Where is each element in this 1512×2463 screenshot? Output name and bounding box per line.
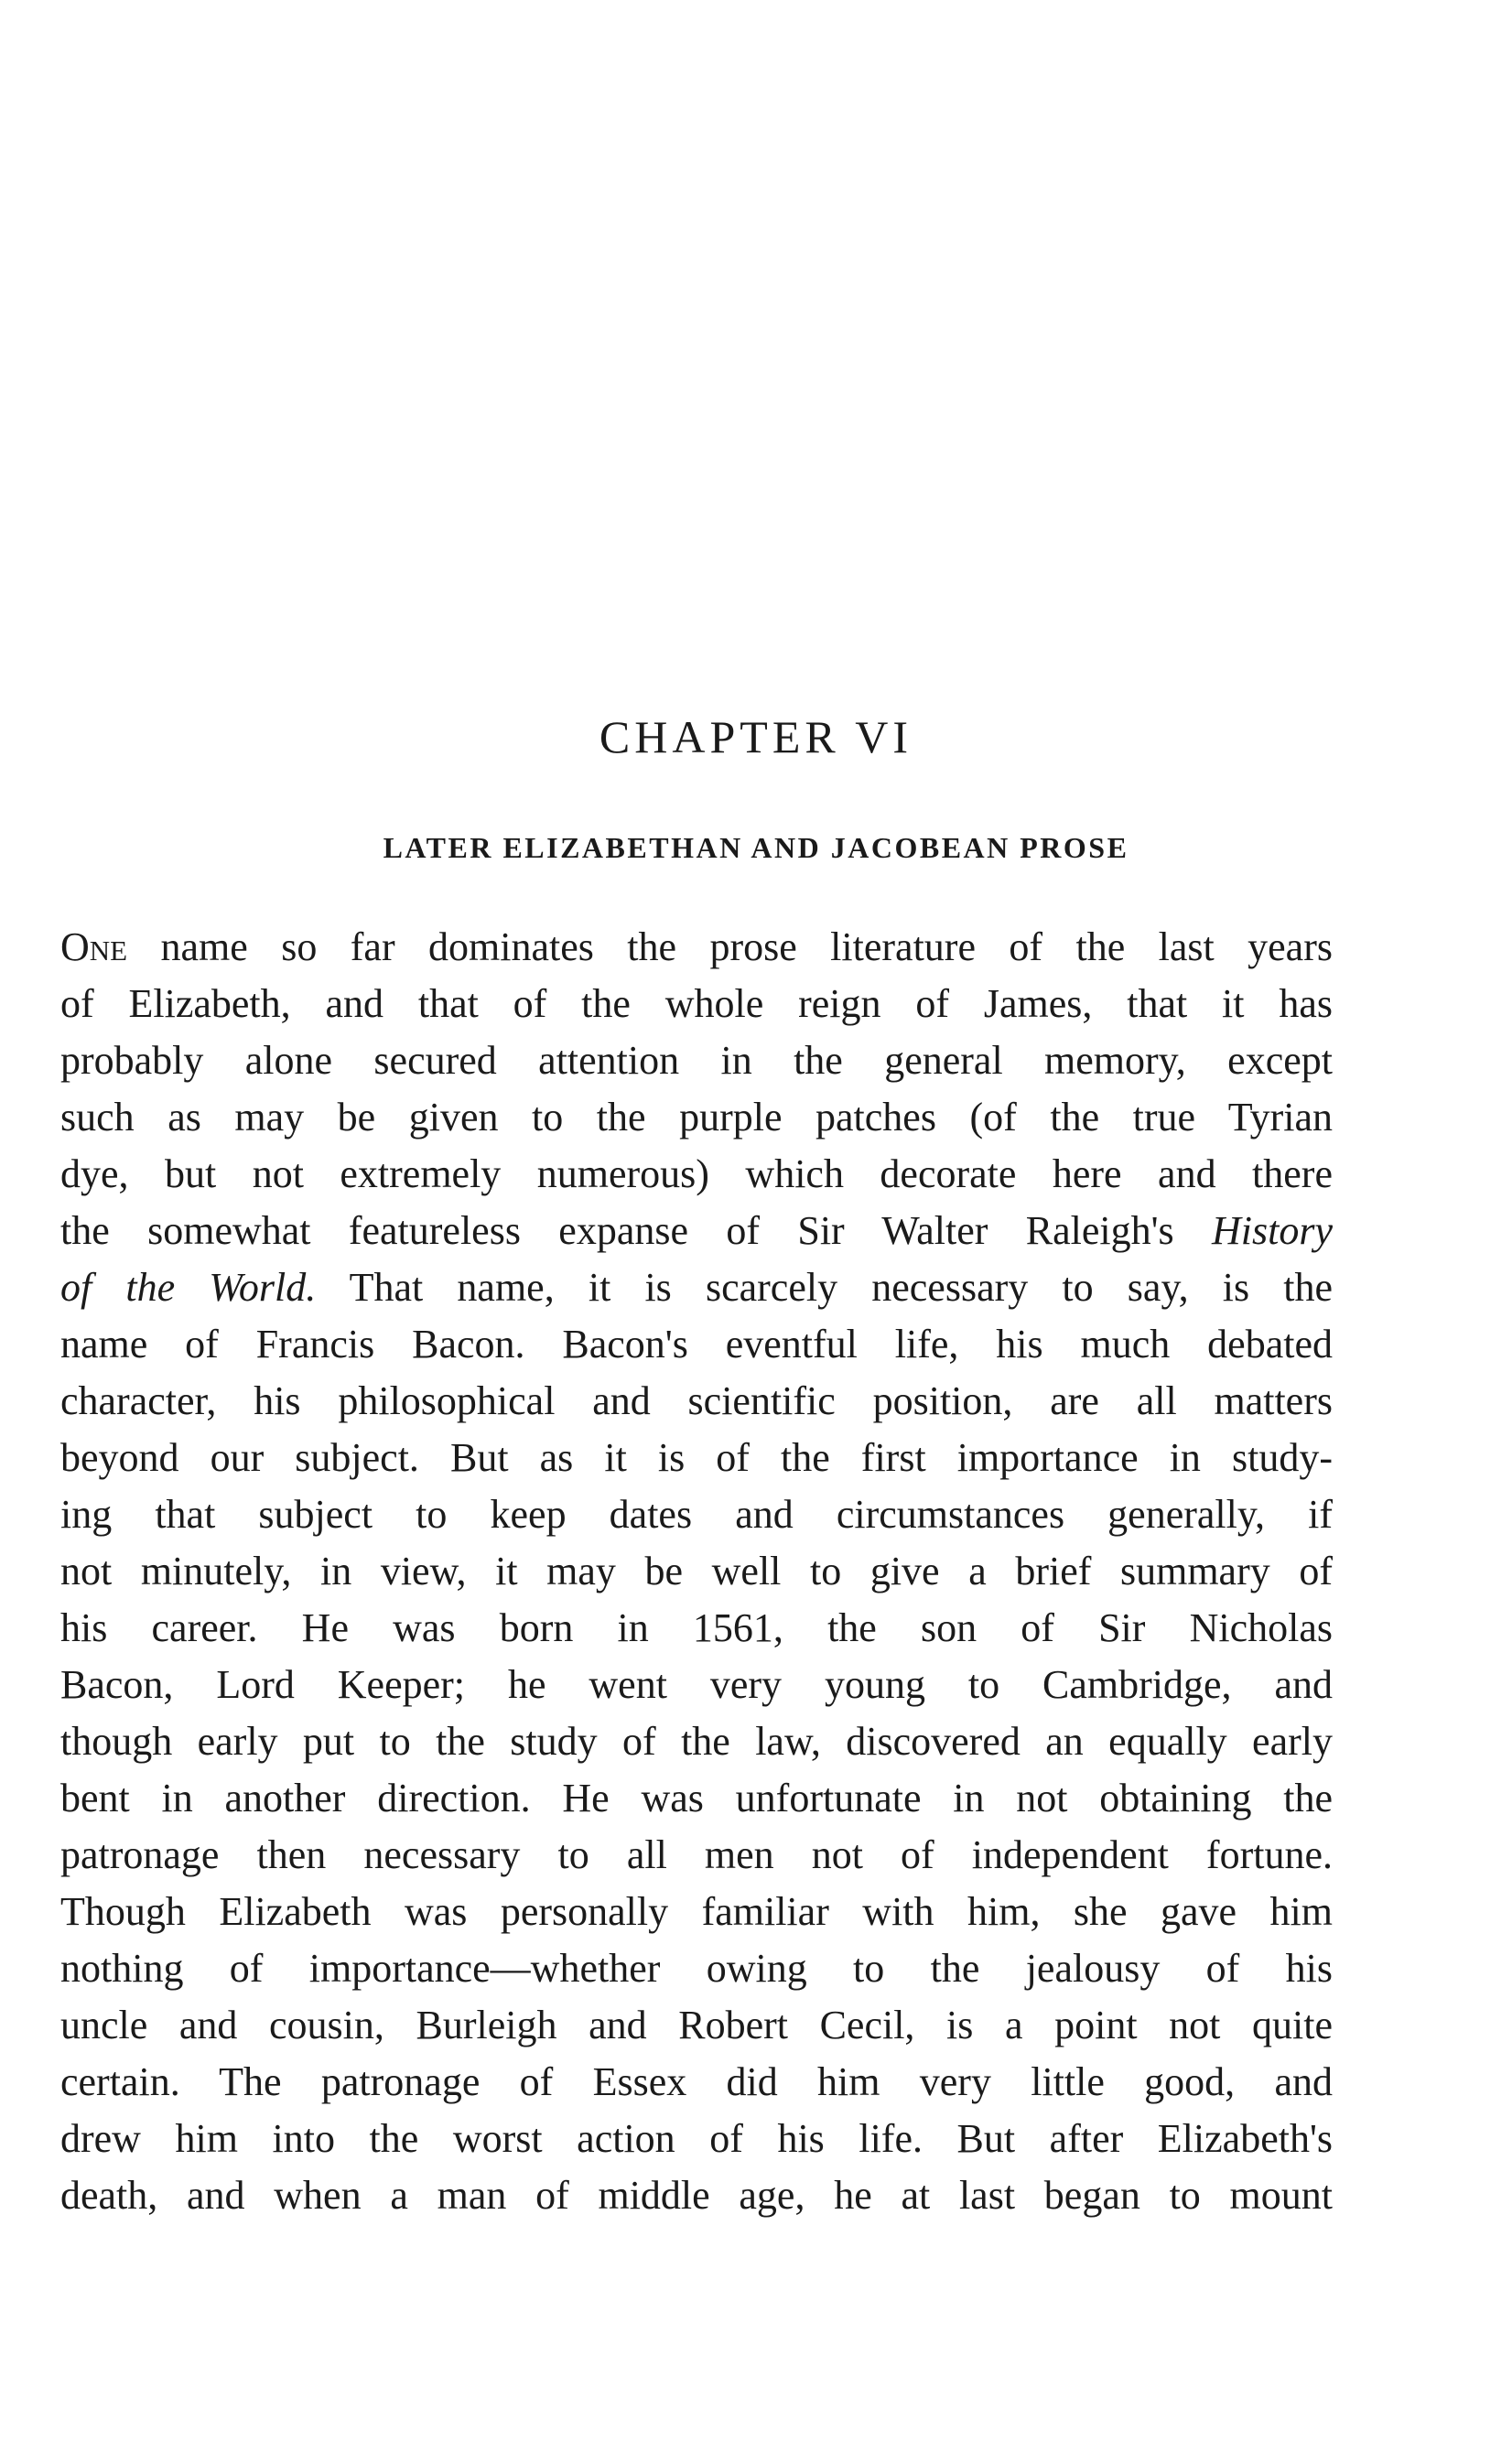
text-line: Though Elizabeth was personally familiar with him, she gave him — [60, 1889, 1333, 1934]
italic-title: of the World. — [60, 1265, 317, 1310]
text-line: Bacon, Lord Keeper; he went very young to Cambridge, and — [60, 1662, 1333, 1707]
text-line: of the World. That name, it is scarcely necessary to say, is the — [60, 1265, 1333, 1310]
text-line: patronage then necessary to all men not of independent fortune. — [60, 1832, 1333, 1877]
chapter-title: CHAPTER VI — [599, 711, 913, 762]
text-line: of Elizabeth, and that of the whole reign of James, that it has — [60, 981, 1333, 1026]
text-line: dye, but not extremely numerous) which decorate here and there — [60, 1151, 1333, 1196]
text-line: name of Francis Bacon. Bacon's eventful life, his much debated — [60, 1322, 1333, 1367]
text-line: drew him into the worst action of his life. But after Elizabeth's — [60, 2116, 1333, 2161]
text-line: death, and when a man of middle age, he at last began to mount — [60, 2173, 1333, 2218]
text-line: One name so far dominates the prose literature of the last years — [60, 924, 1333, 969]
text-line: bent in another direction. He was unfortunate in not obtaining the — [60, 1776, 1333, 1820]
chapter-subtitle: LATER ELIZABETHAN AND JACOBEAN PROSE — [383, 831, 1129, 864]
text-line: character, his philosophical and scientific position, are all matters — [60, 1378, 1333, 1423]
body-paragraph — [60, 919, 1333, 2224]
text-line: his career. He was born in 1561, the son of Sir Nicholas — [60, 1605, 1333, 1650]
text-line: not minutely, in view, it may be well to give a brief summary of — [60, 1549, 1333, 1593]
text-line: though early put to the study of the law, discovered an equally early — [60, 1719, 1333, 1764]
opening-word: One — [60, 924, 128, 969]
text-line: nothing of importance—whether owing to the jealousy of his — [60, 1946, 1333, 1991]
text-line: uncle and cousin, Burleigh and Robert Cecil, is a point not quite — [60, 2003, 1333, 2047]
text-line: certain. The patronage of Essex did him very little good, and — [60, 2059, 1333, 2104]
text-line: the somewhat featureless expanse of Sir Walter Raleigh's History — [60, 1208, 1333, 1253]
text-line: ing that subject to keep dates and circumstances generally, if — [60, 1492, 1333, 1537]
text-line: beyond our subject. But as it is of the first importance in study- — [60, 1435, 1333, 1480]
text-line: such as may be given to the purple patches (of the true Tyrian — [60, 1095, 1333, 1140]
text-line: probably alone secured attention in the general memory, except — [60, 1038, 1333, 1083]
italic-title: History — [1212, 1208, 1333, 1253]
